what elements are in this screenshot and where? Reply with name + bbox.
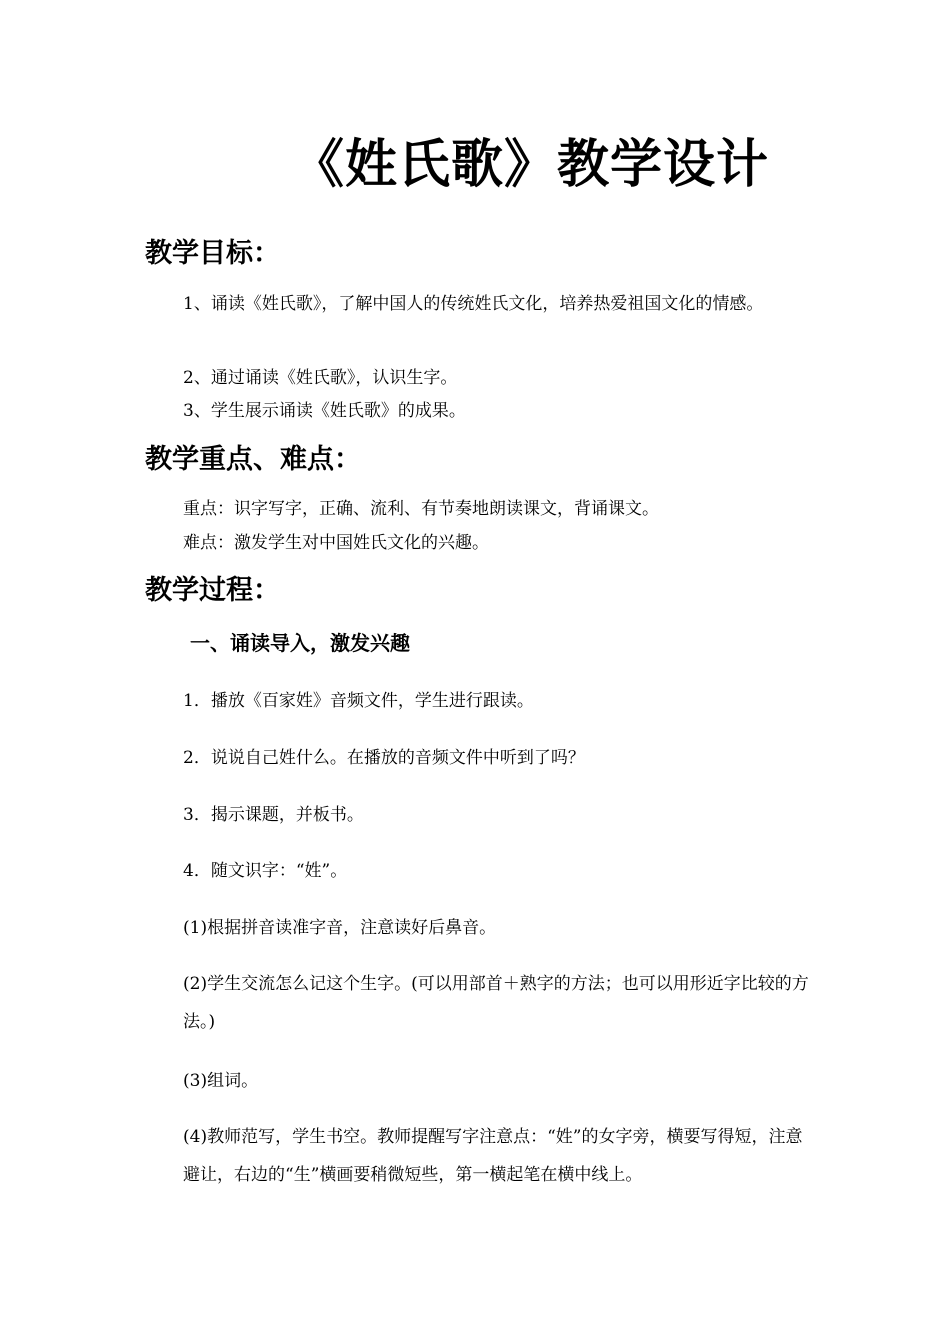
process-substep-2: (2)学生交流怎么记这个生字。(可以用部首＋熟字的方法；也可以用形近字比较的方法。) — [183, 974, 809, 1032]
objective-item-3: 3、学生展示诵读《姓氏歌》的成果。 — [183, 401, 466, 421]
key-point-difficulty: 难点：激发学生对中国姓氏文化的兴趣。 — [183, 533, 489, 553]
process-substep-3: (3)组词。 — [183, 1071, 259, 1091]
process-step-4: 4．随文识字：“姓”。 — [183, 861, 348, 881]
section-heading-objectives: 教学目标： — [145, 238, 280, 269]
section-heading-key-points: 教学重点、难点： — [145, 444, 361, 475]
process-step-2: 2．说说自己姓什么。在播放的音频文件中听到了吗？ — [183, 748, 585, 768]
process-substep-4: (4)教师范写，学生书空。教师提醒写字注意点：“姓”的女字旁，横要写得短，注意避让，右边的“生”横画要稍微短些，第一横起笔在横中线上。 — [183, 1127, 803, 1185]
key-point-focus: 重点：识字写字，正确、流利、有节奏地朗读课文，背诵课文。 — [183, 499, 659, 519]
section-heading-process: 教学过程： — [145, 575, 280, 606]
objective-item-2: 2、通过诵读《姓氏歌》，认识生字。 — [183, 368, 458, 388]
page-title: 《姓氏歌》教学设计 — [292, 134, 770, 195]
objective-item-1: 1、诵读《姓氏歌》，了解中国人的传统姓氏文化，培养热爱祖国文化的情感。 — [183, 294, 764, 314]
process-substep-1: (1)根据拼音读准字音，注意读好后鼻音。 — [183, 918, 497, 938]
process-part-heading: 一、诵读导入，激发兴趣 — [190, 631, 410, 655]
process-step-1: 1．播放《百家姓》音频文件，学生进行跟读。 — [183, 691, 534, 711]
process-step-3: 3．揭示课题，并板书。 — [183, 805, 364, 825]
